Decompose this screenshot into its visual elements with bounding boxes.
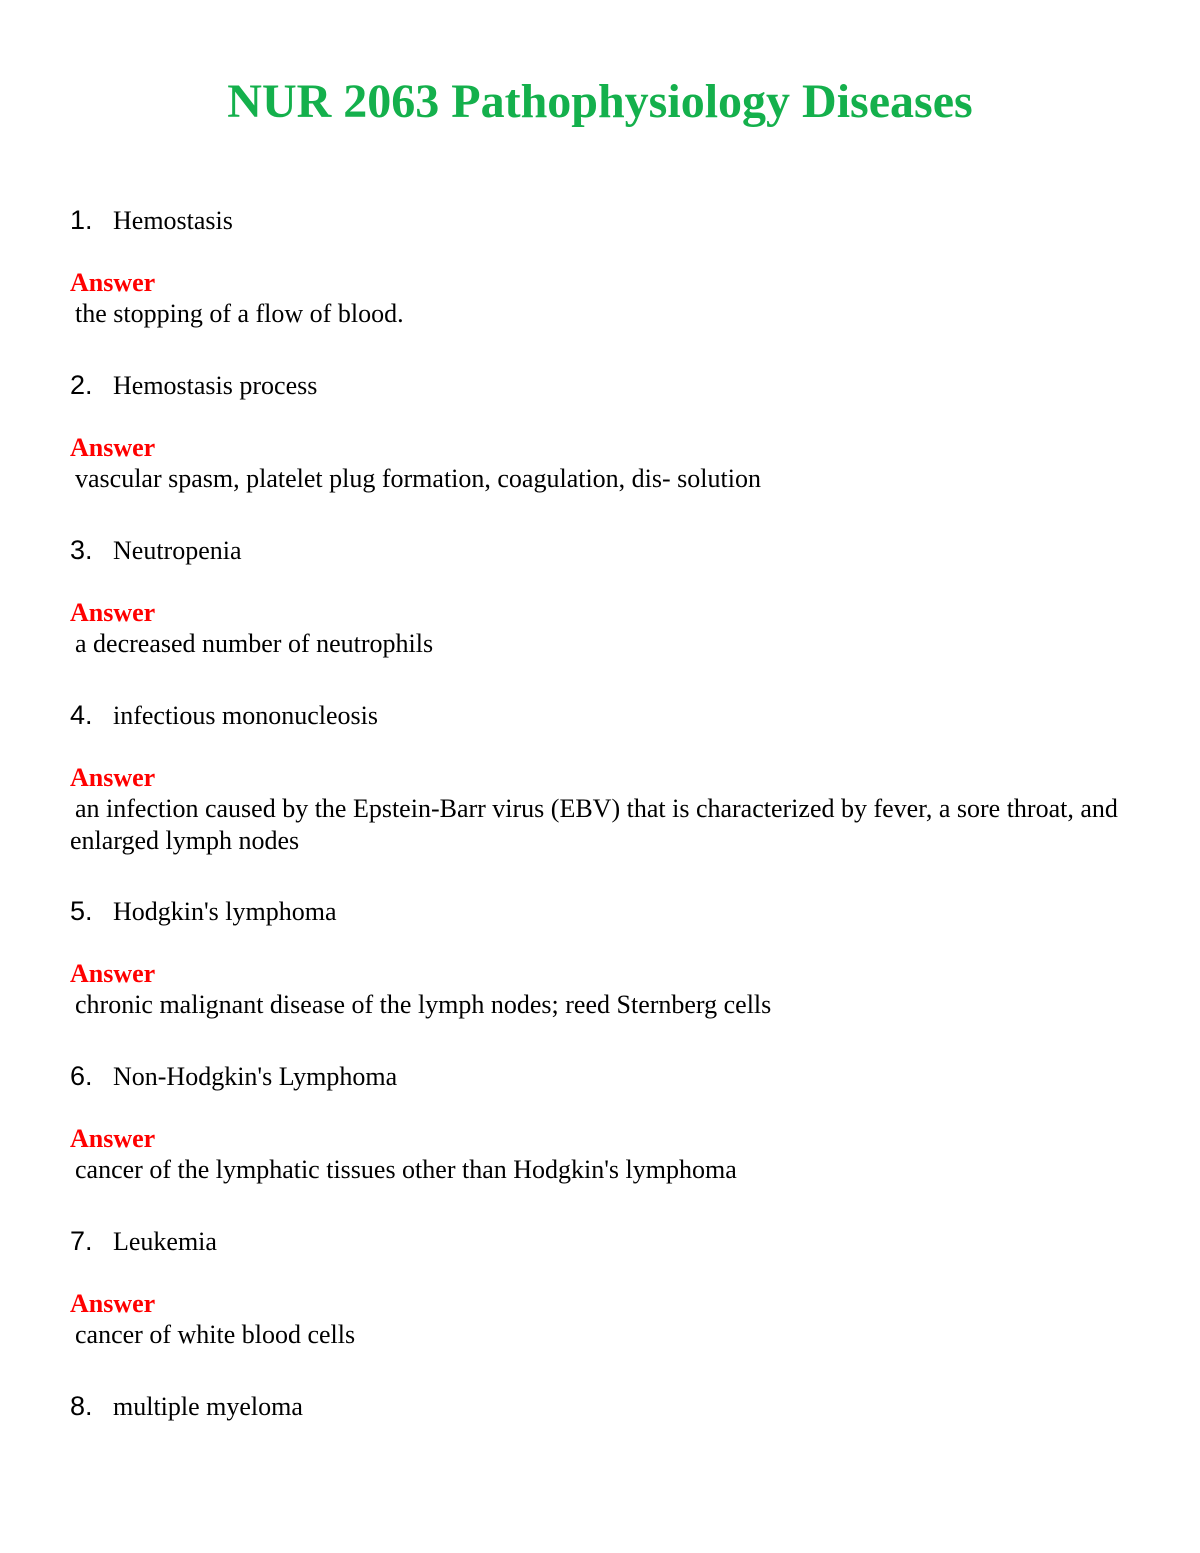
question: [70, 1386, 303, 1431]
question: [70, 1056, 397, 1101]
qa-item: [70, 365, 1130, 530]
question: [70, 891, 337, 936]
question-number: 4.: [70, 700, 93, 730]
answer-label: Answer: [70, 1124, 156, 1153]
question-number: 7.: [70, 1226, 93, 1256]
question-term: Neutropenia: [113, 536, 242, 565]
question-term: Hodgkin's lymphoma: [113, 897, 337, 926]
answer-text: cancer of the lymphatic tissues other than Hodgkin's lymphoma: [75, 1155, 737, 1184]
answer-label: Answer: [70, 598, 156, 627]
question-term: Hemostasis process: [113, 371, 318, 400]
question: [70, 200, 233, 245]
answer-label: Answer: [70, 433, 156, 462]
answer-text: a decreased number of neutrophils: [75, 629, 434, 658]
qa-item: [70, 695, 1130, 891]
answer-text: chronic malignant disease of the lymph nodes; reed Sternberg cells: [75, 990, 772, 1019]
page-title: NUR 2063 Pathophysiology Diseases: [227, 75, 973, 128]
question-term: Hemostasis: [113, 206, 233, 235]
question-term: Leukemia: [113, 1227, 217, 1256]
answer-label: Answer: [70, 763, 156, 792]
answer-text: vascular spasm, platelet plug formation, coagulation, dis- solution: [75, 464, 761, 493]
question-term: Non-Hodgkin's Lymphoma: [113, 1062, 398, 1091]
question: [70, 695, 378, 740]
qa-item: [70, 1056, 1130, 1221]
question: [70, 1221, 217, 1266]
question: [70, 365, 317, 410]
question-term: multiple myeloma: [113, 1392, 303, 1421]
qa-item: [70, 530, 1130, 695]
qa-item: [70, 200, 1130, 365]
answer-label: Answer: [70, 268, 156, 297]
qa-item: [70, 1386, 1130, 1551]
question-number: 2.: [70, 370, 93, 400]
question-number: 1.: [70, 205, 93, 235]
qa-item: [70, 891, 1130, 1056]
answer-text: cancer of white blood cells: [75, 1320, 356, 1349]
question-number: 5.: [70, 896, 93, 926]
question-number: 3.: [70, 535, 93, 565]
question: [70, 530, 242, 575]
question-list: [70, 200, 1130, 1551]
answer-text: the stopping of a flow of blood.: [75, 299, 404, 328]
qa-item: [70, 1221, 1130, 1386]
question-term: infectious mononucleosis: [113, 701, 379, 730]
question-number: 6.: [70, 1061, 93, 1091]
answer-label: Answer: [70, 1289, 156, 1318]
question-number: 8.: [70, 1391, 93, 1421]
answer-text: an infection caused by the Epstein-Barr virus (EBV) that is characterized by fever, a sore throat, and enlarged lymph nodes: [70, 794, 1118, 855]
answer-label: Answer: [70, 959, 156, 988]
